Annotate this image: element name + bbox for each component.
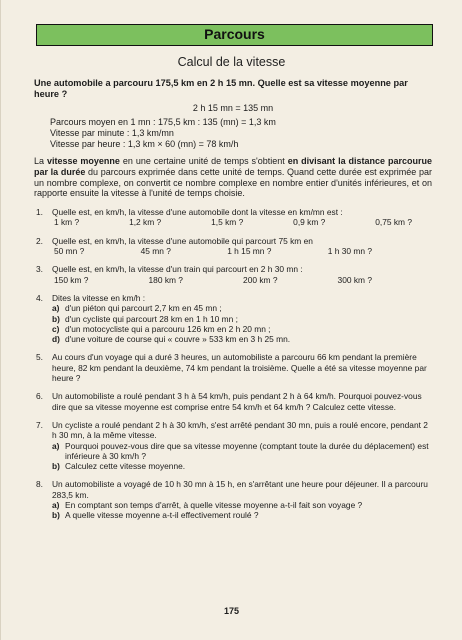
intro-problem: Une automobile a parcouru 175,5 km en 2 h 15 mn. Quelle est sa vitesse moyenne par heure ?: [34, 78, 408, 99]
sub-question: [52, 500, 432, 510]
exercise-5: [34, 352, 432, 383]
rule-paragraph: [34, 156, 432, 199]
exercise-number: 8.: [36, 479, 43, 490]
exercise-number: 3.: [36, 264, 43, 275]
exercise-number: 4.: [36, 292, 43, 303]
exercise-options: [52, 217, 432, 227]
exercise-number: 7.: [36, 419, 43, 430]
page-number: 175: [223, 606, 240, 616]
calc-line-4: Vitesse par heure : 1,3 km × 60 (mn) = 78 km/h: [50, 139, 239, 149]
exercise-text: Quelle est, en km/h, la vitesse d'une automobile dont la vitesse en km/mn est :: [52, 207, 343, 218]
exercise-7: [34, 420, 432, 471]
lesson-title: Calcul de la vitesse: [177, 55, 286, 69]
sub-text: Calculez cette vitesse moyenne.: [65, 461, 186, 472]
section-banner: [36, 24, 433, 46]
sub-question: [52, 510, 432, 520]
sub-label: b): [52, 461, 60, 472]
exercise-number: 5.: [36, 352, 43, 363]
exercise-options: [52, 246, 432, 256]
exercise-number: 1.: [36, 207, 43, 218]
option: 180 km ?: [148, 274, 183, 285]
sub-question: [52, 314, 432, 324]
calc-line-3: Vitesse par minute : 1,3 km/mn: [50, 128, 174, 138]
sub-question: [52, 441, 432, 462]
sub-label: a): [52, 500, 60, 511]
option: 150 km ?: [54, 274, 89, 285]
option: 0,9 km ?: [293, 217, 326, 228]
sub-text: d'un cycliste qui parcourt 28 km en 1 h 10 mn ;: [65, 313, 238, 324]
sub-text: En comptant son temps d'arrêt, à quelle vitesse moyenne a-t-il fait son voyage ?: [65, 500, 363, 511]
sub-question: [52, 461, 432, 471]
exercise-text: Un cycliste a roulé pendant 2 h à 30 km/h, s'est arrêté pendant 30 mn, puis a roulé encore, pendant 2 h 30 mn, à la même vitesse.: [52, 419, 428, 441]
sub-question: [52, 324, 432, 334]
sub-label: a): [52, 440, 60, 451]
section-banner-label: Parcours: [204, 26, 265, 42]
exercise-4: [34, 293, 432, 344]
rule-text-1: La: [34, 156, 47, 166]
option: 1 h 30 mn ?: [327, 246, 372, 257]
calc-line-1: 2 h 15 mn = 135 mn: [192, 103, 274, 113]
sub-question: [52, 303, 432, 313]
sub-label: c): [52, 323, 60, 334]
option: 50 mn ?: [54, 246, 85, 257]
sub-label: b): [52, 510, 60, 521]
option: 200 km ?: [243, 274, 278, 285]
exercise-text: Dites la vitesse en km/h :: [52, 292, 146, 303]
option: 300 km ?: [337, 274, 372, 285]
exercise-text: Quelle est, en km/h, la vitesse d'un train qui parcourt en 2 h 30 mn :: [52, 264, 303, 275]
sub-label: b): [52, 313, 60, 324]
exercise-8: [34, 479, 432, 520]
sub-label: a): [52, 303, 60, 314]
option: 1 km ?: [54, 217, 80, 228]
exercise-3: [34, 264, 432, 285]
exercise-text: Un automobiliste a roulé pendant 3 h à 54 km/h, puis pendant 2 h à 64 km/h. Pourquoi pouvez-vous dire que sa vitesse moyenne est comprise entre 54 km/h et 64 km/h ? Calculez cette vitesse.: [52, 391, 422, 412]
rule-bold-2: en divisant la distance parcourue par la durée: [34, 156, 433, 177]
exercise-number: 2.: [36, 235, 43, 246]
sub-text: A quelle vitesse moyenne a-t-il effectivement roulé ?: [65, 510, 259, 521]
exercise-6: [34, 391, 432, 412]
exercise-text: Quelle est, en km/h, la vitesse d'une automobile qui parcourt 75 km en: [52, 235, 313, 246]
sub-label: d): [52, 334, 60, 345]
option: 1,5 km ?: [211, 217, 244, 228]
sub-text: Pourquoi pouvez-vous dire que sa vitesse moyenne (comptant toute la durée du déplacement) est inférieure à 30 km/h ?: [65, 440, 429, 461]
exercise-text: Au cours d'un voyage qui a duré 3 heures, un automobiliste a parcouru 66 km pendant la première heure, 82 km pendant la deuxième, 74 km pendant la troisième. Quelle a été sa vitesse moyenne par heure ?: [52, 352, 427, 384]
exercise-options: [52, 275, 432, 285]
rule-text-2: en une certaine unité de temps s'obtient: [119, 156, 288, 166]
exercise-2: [34, 236, 432, 257]
sub-text: d'un piéton qui parcourt 2,7 km en 45 mn ;: [65, 303, 222, 314]
exercise-text: Un automobiliste a voyagé de 10 h 30 mn à 15 h, en s'arrêtant une heure pour déjeuner. Il a parcouru 283,5 km.: [52, 479, 428, 500]
rule-text-3: du parcours exprimée dans cette unité de temps. Quand cette durée est exprimée par un nombre complexe, on convertit ce nombre complexe en nombre entier d'unités inférieures, et on rapporte ensuite la vitesse à l'unité de temps choisie.: [34, 166, 432, 199]
calc-line-2: Parcours moyen en 1 mn : 175,5 km : 135 (mn) = 1,3 km: [50, 117, 276, 127]
option: 45 mn ?: [140, 246, 171, 257]
option: 1,2 km ?: [129, 217, 162, 228]
sub-question: [52, 334, 432, 344]
lesson-content: [34, 78, 432, 521]
sub-text: d'une voiture de course qui « couvre » 533 km en 3 h 25 mn.: [65, 334, 291, 345]
rule-bold-1: vitesse moyenne: [46, 156, 120, 166]
exercise-number: 6.: [36, 391, 43, 402]
exercise-1: [34, 207, 432, 228]
sub-text: d'un motocycliste qui a parcouru 126 km en 2 h 20 mn ;: [65, 323, 271, 334]
option: 1 h 15 mn ?: [227, 246, 272, 257]
option: 0,75 km ?: [375, 217, 412, 228]
